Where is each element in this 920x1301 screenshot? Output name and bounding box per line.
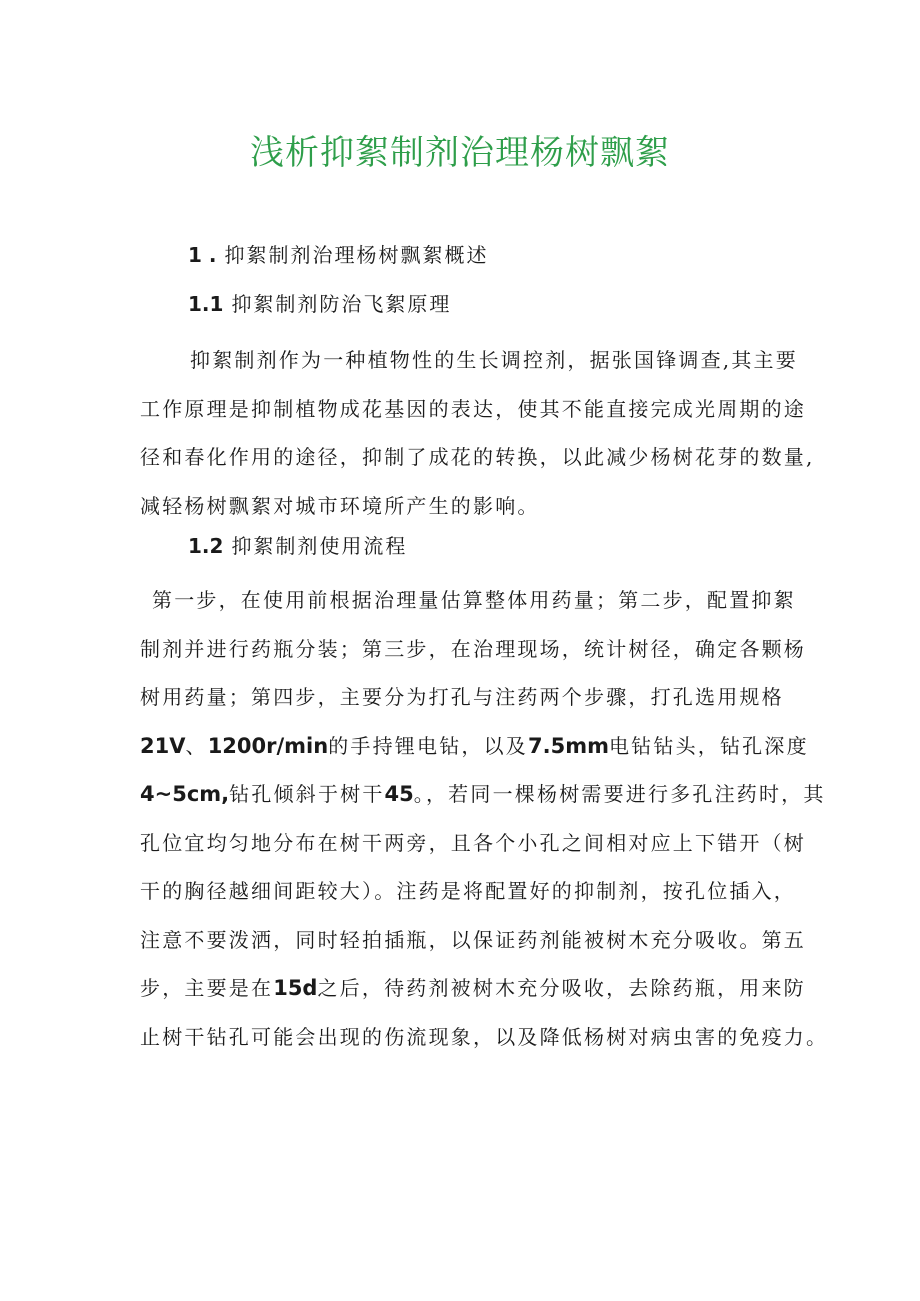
text-fragment: 步，主要是在	[140, 976, 274, 1000]
paragraph-line: 工作原理是抑制植物成花基因的表达，使其不能直接完成光周期的途	[140, 396, 806, 421]
paragraph-line: 第一步，在使用前根据治理量估算整体用药量；第二步，配置抑絮	[152, 588, 796, 612]
depth-value: 4~5cm,	[140, 782, 230, 806]
text-fragment: 的手持锂电钻，以及	[328, 733, 529, 758]
paragraph-principle	[140, 336, 815, 530]
paragraph-line: 抑絮制剂作为一种植物性的生长调控剂，据张国锋调查,其主要	[190, 348, 798, 372]
paragraph-line: 注意不要泼洒，同时轻拍插瓶，以保证药剂能被树木充分吸收。第五	[140, 927, 806, 952]
section-heading-1	[188, 240, 488, 270]
section-heading-1-2-text: 抑絮制剂使用流程	[231, 534, 408, 558]
text-fragment: 之后，待药剂被树木充分吸收，去除药瓶，用来防	[317, 976, 806, 1000]
bit-size-value: 7.5mm	[528, 733, 609, 758]
paragraph-line: 减轻杨树飘絮对城市环境所产生的影响。	[140, 493, 540, 518]
paragraph-procedure	[140, 576, 829, 1061]
text-fragment: 。，若同一棵杨树需要进行多孔注药时，其	[413, 782, 826, 806]
section-heading-1-1	[188, 289, 451, 319]
section-heading-1-text: 抑絮制剂治理杨树飘絮概述	[224, 243, 489, 267]
paragraph-line	[140, 964, 806, 1013]
paragraph-line	[140, 770, 826, 819]
paragraph-line: 孔位宜均匀地分布在树干两旁，且各个小孔之间相对应上下错开（树	[140, 830, 806, 855]
paragraph-line: 止树干钻孔可能会出现的伤流现象，以及降低杨树对病虫害的免疫力。	[140, 1024, 829, 1049]
section-number-1-2: 1.2	[188, 534, 224, 558]
speed-value: 1200r/min	[207, 733, 329, 758]
text-fragment: 、	[185, 733, 208, 758]
section-heading-1-1-text: 抑絮制剂防治飞絮原理	[231, 292, 452, 316]
angle-value: 45	[384, 782, 414, 806]
days-value: 15d	[273, 976, 318, 1000]
section-number-1: 1 .	[188, 243, 217, 267]
paragraph-line	[140, 722, 809, 771]
section-heading-1-2	[188, 531, 407, 561]
paragraph-line: 树用药量；第四步，主要分为打孔与注药两个步骤，打孔选用规格	[140, 685, 784, 709]
text-fragment: 钻孔倾斜于树干	[229, 782, 385, 806]
text-fragment: 电钻钻头，钻孔深度	[608, 733, 809, 758]
voltage-value: 21V	[140, 733, 186, 758]
paragraph-line: 径和春化作用的途径，抑制了成花的转换，以此减少杨树花芽的数量,	[140, 445, 815, 469]
section-number-1-1: 1.1	[188, 292, 224, 316]
document-title: 浅析抑絮制剂治理杨树飘絮	[250, 133, 670, 173]
paragraph-line: 干的胸径越细间距较大）。注药是将配置好的抑制剂，按孔位插入，	[140, 879, 796, 903]
paragraph-line: 制剂并进行药瓶分装；第三步，在治理现场，统计树径，确定各颗杨	[140, 636, 806, 661]
